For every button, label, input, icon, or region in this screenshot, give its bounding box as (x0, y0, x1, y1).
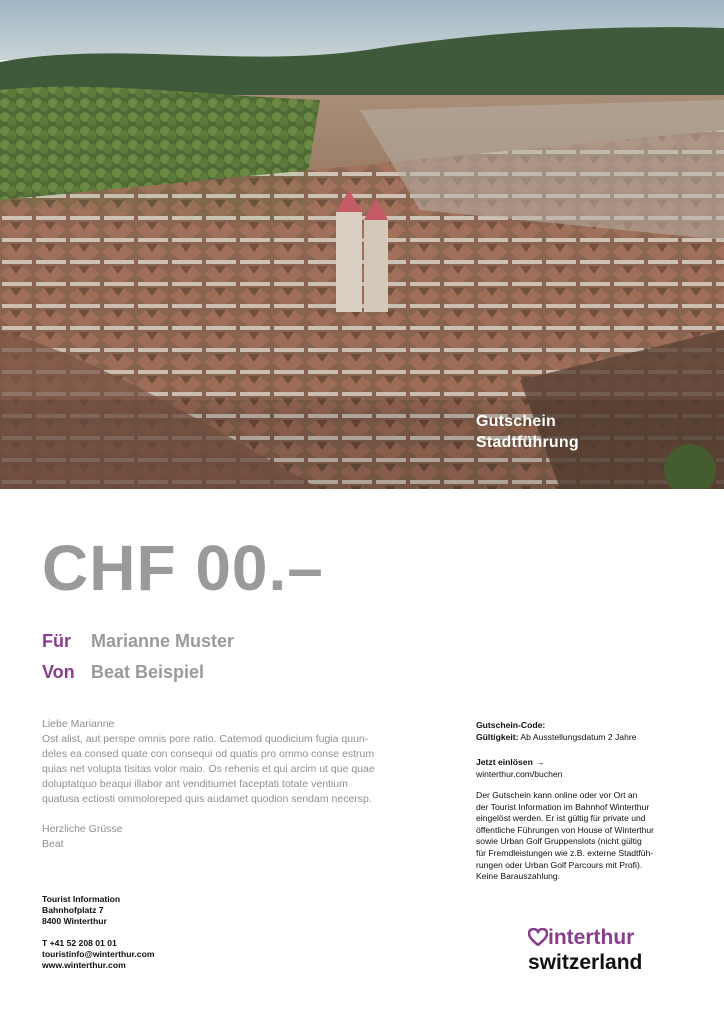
message-greeting: Liebe Marianne (42, 718, 115, 730)
contact-email[interactable]: touristinfo@winterthur.com (42, 949, 155, 960)
terms-text (476, 790, 701, 883)
contact-details (42, 938, 154, 972)
sender-label: Von (42, 662, 75, 682)
voucher-title-line2: Stadtführung (476, 434, 579, 451)
logo-line1: interthur (548, 926, 635, 949)
voucher-amount: CHF 00.– (42, 532, 324, 604)
redeem-link[interactable]: winterthur.com/buchen (476, 768, 563, 779)
terms-line: rungen oder Urban Golf Parcours mit Profi). (476, 859, 643, 870)
voucher-title-line1: Gutschein (476, 413, 557, 430)
terms-line: der Tourist Information im Bahnhof Winterthur (476, 801, 650, 812)
sender-name: Beat Beispiel (91, 662, 205, 682)
contact-phone: T +41 52 208 01 01 (42, 938, 117, 948)
voucher-title (476, 411, 579, 453)
terms-line: für Fremdleistungen wie z.B. externe Stadtfüh- (476, 847, 654, 858)
message-signature: Beat (42, 838, 64, 850)
message-closing: Herzliche Grüsse (42, 823, 123, 835)
winterthur-logo (528, 926, 642, 974)
contact-name: Tourist Information (42, 894, 121, 904)
terms-line: sowie Urban Golf Gruppenslots (nicht gültig (476, 836, 642, 847)
redeem-label: Jetzt einlösen (476, 757, 533, 767)
terms-line: Keine Barauszahlung. (476, 871, 561, 882)
logo-line2: switzerland (528, 951, 643, 974)
terms-line: Der Gutschein kann online oder vor Ort an (476, 790, 638, 800)
sender-row (42, 661, 204, 683)
validity-label: Gültigkeit: (476, 731, 519, 742)
contact-web[interactable]: www.winterthur.com (42, 960, 126, 971)
contact-address (42, 894, 120, 928)
message-line: quias net volupta tisitas volor maio. Os rehenis et qui arcim ut que quae (42, 763, 375, 775)
contact-city: 8400 Winterthur (42, 916, 107, 927)
message-line: deles ea consed quate con consequi od quatis pro ommo conse estrum (42, 748, 375, 760)
personal-message (42, 717, 437, 852)
redeem-block (476, 757, 701, 780)
recipient-label: Für (42, 631, 71, 651)
arrow-right-icon: → (535, 757, 545, 767)
voucher-code-block (476, 720, 701, 743)
message-line: doluptatquo beaqui illabor ant venditiumet faceptati totate ventium (42, 778, 348, 790)
message-line: Ost alist, aut perspe omnis pore ratio. Catemod quodicium fugia quun- (42, 733, 369, 745)
validity-value: Ab Ausstellungsdatum 2 Jahre (520, 731, 637, 742)
contact-street: Bahnhofplatz 7 (42, 905, 104, 916)
aerial-city-photo (0, 0, 724, 489)
recipient-name: Marianne Muster (91, 631, 235, 651)
message-line: quatusa ectiosti ommoloreped quis audamet quodion sendam necersp. (42, 793, 372, 805)
hero-photo (0, 0, 724, 489)
recipient-row (42, 630, 234, 652)
terms-line: öffentliche Führungen von House of Winterthur (476, 824, 655, 835)
heart-w-icon (528, 928, 548, 951)
voucher-code-label: Gutschein-Code: (476, 720, 546, 730)
terms-line: eingelöst werden. Er ist gültig für private und (476, 813, 646, 824)
